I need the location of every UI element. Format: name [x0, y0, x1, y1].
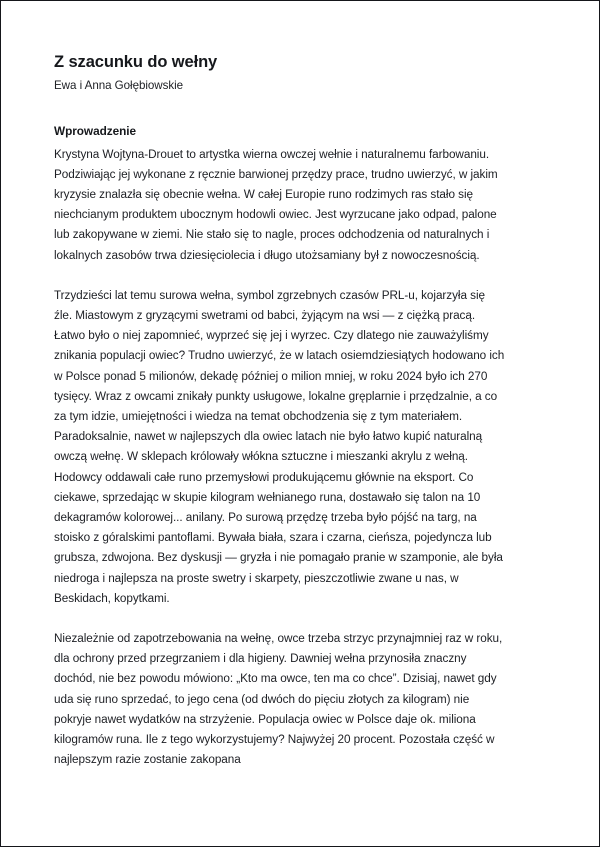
document-authors: Ewa i Anna Gołębiowskie: [54, 78, 184, 92]
page-content-area: [1, 1, 599, 846]
body-paragraph-1: Krystyna Wojtyna-Drouet to artystka wierna owczej wełnie i naturalnemu farbowaniu. Podziwiając jej wykonane z ręcznie barwionej przędzy prace, trudno uwierzyć, w jakim kryzysie znalazła się obecnie wełna. W całej Europie runo rodzimych ras stało się niechcianym produktem ubocznym hodowli owiec. Jest wyrzucane jako odpad, palone lub zakopywane w ziemi. Nie stało się to nagle, proces odchodzenia od naturalnych i lokalnych zasobów trwa dziesięciolecia i długo utożsamiany był z nowoczesnością.: [54, 147, 498, 262]
section-heading-wprowadzenie: Wprowadzenie: [54, 124, 136, 139]
body-paragraph-2: Trzydzieści lat temu surowa wełna, symbol zgrzebnych czasów PRL-u, kojarzyła się źle. Miastowym z gryzącymi swetrami od babci, żyjącym na wsi — z ciężką pracą. Łatwo było o niej zapomnieć, wyprzeć się jej i wyrzec. Czy dlatego nie zauważyliśmy znikania populacji owiec? Trudno uwierzyć, że w latach osiemdziesiątych hodowano ich w Polsce ponad 5 milionów, dekadę później o milion mniej, w roku 2024 było ich 270 tysięcy. Wraz z owcami znikały punkty usługowe, lokalne gręplarnie i przędzalnie, a co za tym idzie, umiejętności i wiedza na temat obchodzenia się z tym materiałem. Paradoksalnie, nawet w najlepszych dla owiec latach nie było łatwo kupić naturalną owczą wełnę. W sklepach królowały włókna sztuczne i mieszanki akrylu z wełną. Hodowcy oddawali całe runo przemysłowi produkującemu głównie na eksport. Co ciekawe, sprzedając w skupie kilogram wełnianego runa, dostawało się talon na 10 dekagramów kolorowej... anilany. Po surową przędzę trzeba było pójść na targ, na stoisko z góralskimi pantoflami. Bywała biała, szara i czarna, cieńsza, pojedyncza lub grubsza, zdwojona. Bez dyskusji — gryzła i nie pomagało pranie w szamponie, ale była niedroga i najlepsza na proste swetry i skarpety, pieszczotliwie zwane u nas, w Beskidach, kopytkami.: [54, 288, 505, 605]
body-paragraph-3: Niezależnie od zapotrzebowania na wełnę, owce trzeba strzyc przynajmniej raz w roku, dla ochrony przed przegrzaniem i dla higieny. Dawniej wełna przynosiła znaczny dochód, nie bez powodu mówiono: „Kto ma owce, ten ma co chce”. Dzisiaj, nawet gdy uda się runo sprzedać, to jego cena (od dwóch do pięciu złotych za kilogram) nie pokryje nawet wydatków na strzyżenie. Populacja owiec w Polsce daje ok. miliona kilogramów runa. Ile z tego wykorzystujemy? Najwyżej 20 procent. Pozostała część w najlepszym razie zostanie zakopana: [54, 632, 503, 767]
page-title: Z szacunku do wełny: [54, 53, 218, 71]
